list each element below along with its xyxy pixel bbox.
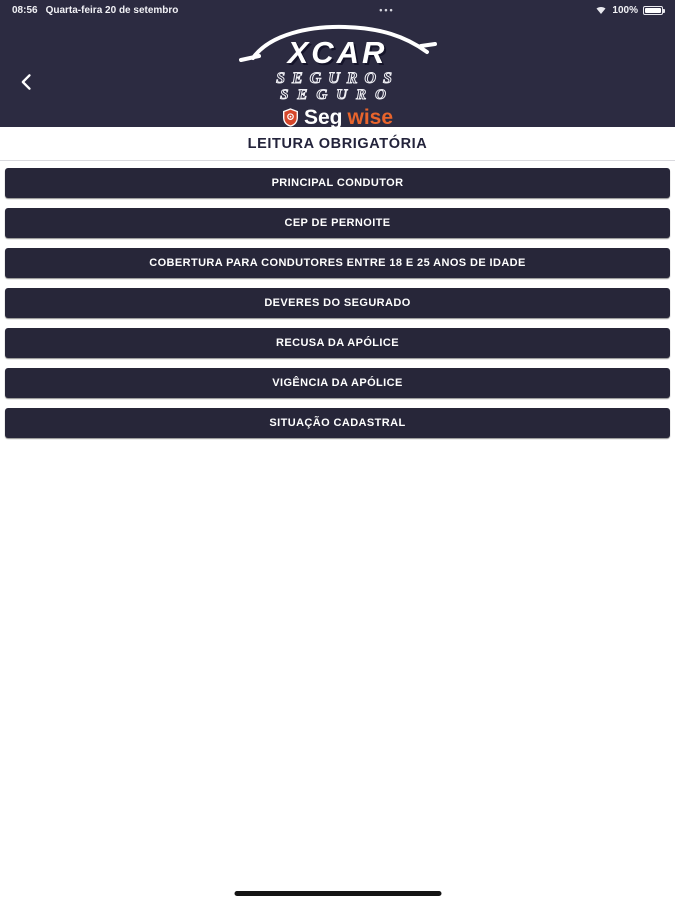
topic-button[interactable] [5,168,670,198]
topic-button-label: VIGÊNCIA DA APÓLICE [272,377,403,389]
status-left [12,5,178,16]
topic-button[interactable] [5,208,670,238]
topic-button-label: DEVERES DO SEGURADO [264,297,411,309]
battery-percent-label: 100% [612,4,638,16]
status-right [595,5,663,16]
wifi-icon [595,5,607,15]
logo-xcar-text: XCAR [287,35,388,70]
topic-button[interactable] [5,408,670,438]
battery-icon [643,6,663,15]
back-button[interactable] [10,65,44,99]
topic-button[interactable] [5,288,670,318]
home-indicator[interactable] [234,891,441,896]
topic-button-label: COBERTURA PARA CONDUTORES ENTRE 18 E 25 ANOS DE IDADE [149,257,526,269]
segwise-shield-icon [282,108,299,127]
logo-seguros-text: SEGUROS [276,69,399,87]
topic-button-label: SITUAÇÃO CADASTRAL [269,417,406,429]
segwise-wise-text: wise [347,105,394,129]
topic-button[interactable] [5,248,670,278]
topic-button[interactable] [5,368,670,398]
segwise-brand [218,106,458,130]
topic-button-label: RECUSA DA APÓLICE [276,337,399,349]
topic-button-label: PRINCIPAL CONDUTOR [271,177,404,189]
status-bar [0,0,675,20]
segwise-seg-text: Seg [303,105,343,129]
multitask-dots-icon: ••• [379,5,395,15]
status-date: Quarta-feira 20 de setembro [45,4,179,16]
xcar-logo [218,20,458,130]
app-header [0,20,675,127]
topic-button[interactable] [5,328,670,358]
chevron-left-icon [17,72,37,92]
page-title-bar [0,127,675,161]
logo-seguro-text: SEGURO [280,87,395,104]
reading-topics-list [0,161,675,438]
topic-button-label: CEP DE PERNOITE [284,217,391,229]
status-time: 08:56 [12,4,38,16]
page-title: LEITURA OBRIGATÓRIA [247,135,428,152]
